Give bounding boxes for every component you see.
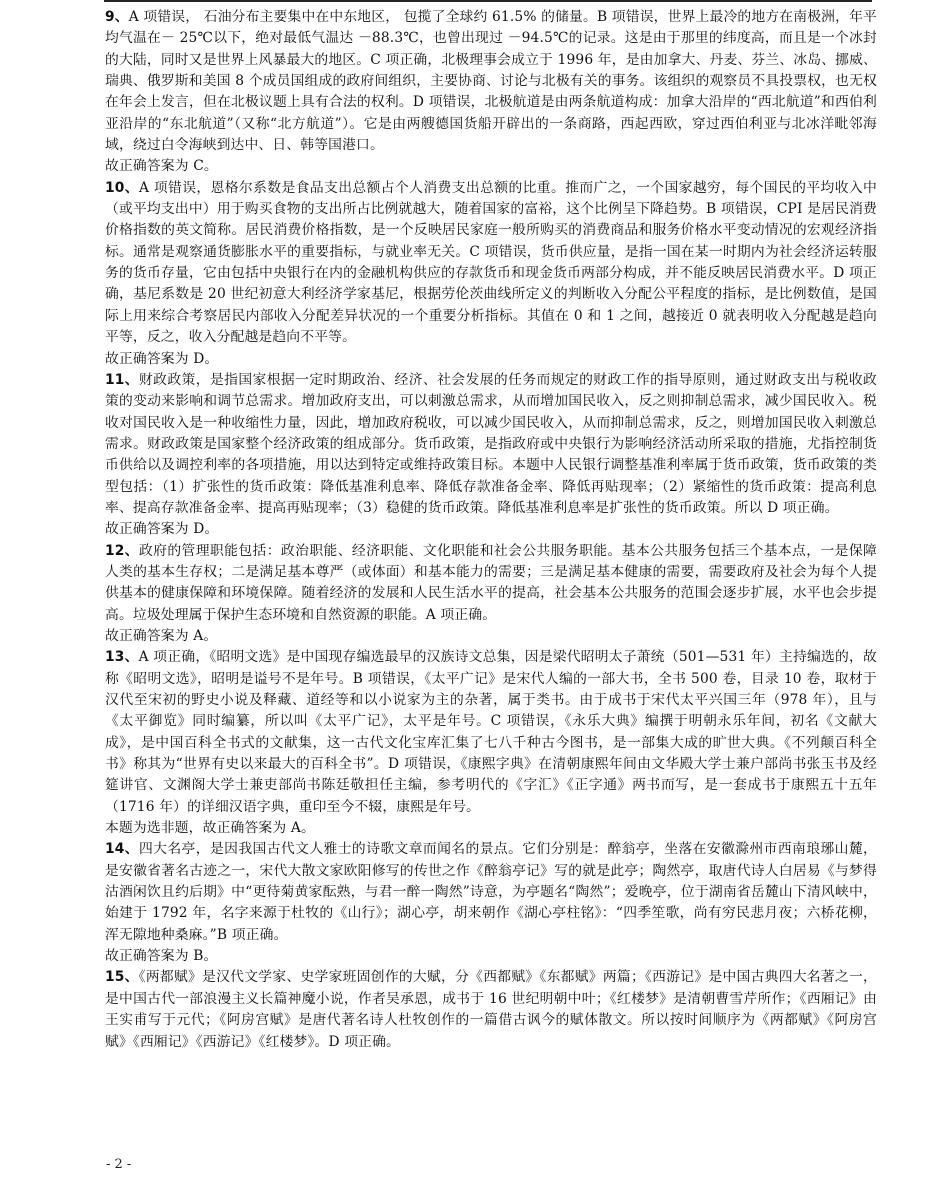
answer-explanations <box>105 7 877 1053</box>
question-number: 15、 <box>105 969 139 986</box>
question-10-answer: 故正确答案为 D。 <box>105 350 219 367</box>
question-number: 12、 <box>105 542 139 559</box>
question-13-explanation <box>105 647 877 818</box>
question-9-explanation <box>105 7 877 156</box>
question-number: 9、 <box>105 9 129 25</box>
question-11-explanation <box>105 370 877 519</box>
question-13-answer: 本题为选非题，故正确答案为 A。 <box>105 820 315 837</box>
question-14-explanation <box>105 839 877 946</box>
page-number: - 2 - <box>106 1157 132 1172</box>
question-text: A 项错误， 石油分布主要集中在中东地区， 包揽了全球约 61.5% 的储量。B 项错误，世界上最冷的地方在南极洲，年平均气温在－ 25℃以下，绝对最低气温达 －88.3℃，也曾出现过 －94.5℃的记录。这是由于那里的纬度高，而且是一个冰封的大陆，同时又是世界上风暴最大的地区。C 项正确，北极理事会成立于 1996 年，是由加拿大、丹麦、芬兰、冰岛、挪威、瑞典、俄罗斯和美国 8 个成员国组成的政府间组织，主要协商、讨论与北极有关的事务。该组织的观察员不具投票权，也无权在年会上发言，但在北极议题上具有合法的权利。D 项错误，北极航道是由两条航道构成：加拿大沿岸的“西北航道”和西伯利亚沿岸的“东北航道”（又称“北方航道”）。它是由两艘德国货船开辟出的一条商路，西起西欧，穿过西伯利亚与北冰洋毗邻海域，绕过白令海峡到达中、日、韩等国港口。 <box>105 9 877 154</box>
question-12-explanation <box>105 541 877 626</box>
question-text: 政府的管理职能包括：政治职能、经济职能、文化职能和社会公共服务职能。基本公共服务包括三个基本点，一是保障人类的基本生存权；二是满足基本尊严（或体面）和基本能力的需要；三是满足基本健康的需要，需要政府及社会为每个人提供基本的健康保障和环境保障。随着经济的发展和人民生活水平的提高，社会基本公共服务的范围会逐步扩展，水平也会步提高。垃圾处理属于保护生态环境和自然资源的职能。A 项正确。 <box>105 542 877 623</box>
question-number: 11、 <box>105 371 139 388</box>
question-text: 《两都赋》是汉代文学家、史学家班固创作的大赋，分《西都赋》《东都赋》两篇；《西游记》是中国古典四大名著之一，是中国古代一部浪漫主义长篇神魔小说，作者吴承恩，成书于 16 世纪明朝中叶；《红楼梦》是清朝曹雪芹所作；《西厢记》由王实甫写于元代；《阿房宫赋》是唐代著名诗人杜牧创作的一篇借古讽今的赋体散文。所以按时间顺序为《两都赋》《阿房宫赋》《西厢记》《西游记》《红楼梦》。D 项正确。 <box>105 969 877 1050</box>
question-text: A 项错误，恩格尔系数是食品支出总额占个人消费支出总额的比重。推而广之，一个国家越穷，每个国民的平均收入中（或平均支出中）用于购买食物的支出所占比例就越大，随着国家的富裕，这个比例呈下降趋势。B 项错误，CPI 是居民消费价格指数的英文简称。居民消费价格指数，是一个反映居民家庭一般所购买的消费商品和服务价格水平变动情况的宏观经济指标。通常是观察通货膨胀水平的重要指标，与就业率无关。C 项错误，货币供应量，是指一国在某一时期内为社会经济运转服务的货币存量，它由包括中央银行在内的金融机构供应的存款货币和现金货币两部分构成，并不能反映居民消费水平。D 项正确，基尼系数是 20 世纪初意大利经济学家基尼，根据劳伦茨曲线所定义的判断收入分配公平程度的指标，是比例数值，是国际上用来综合考察居民内部收入分配差异状况的一个重要分析指标。其值在 0 和 1 之间，越接近 0 就表明收入分配越是趋向平等，反之，收入分配越是趋向不平等。 <box>105 179 878 346</box>
question-9-answer: 故正确答案为 C。 <box>105 158 218 175</box>
question-12-answer: 故正确答案为 A。 <box>105 627 218 644</box>
question-14-answer: 故正确答案为 B。 <box>105 948 218 965</box>
question-text: 四大名亭，是因我国古代文人雅士的诗歌文章而闻名的景点。它们分别是：醉翁亭，坐落在安徽滁州市西南琅琊山麓，是安徽省著名古迹之一，宋代大散文家欧阳修写的传世之作《醉翁亭记》写的就是此亭；陶然亭，取唐代诗人白居易《与梦得沽酒闲饮且约后期》中“更待菊黄家酝熟，与君一醉一陶然”诗意，为亭题名“陶然”；爱晚亭，位于湖南省岳麓山下清风峡中，始建于 1792 年，名字来源于杜牧的《山行》；湖心亭，胡来朝作《湖心亭柱铭》：“四季笙歌，尚有穷民悲月夜；六桥花柳，浑无隙地种桑麻。”B 项正确。 <box>105 841 877 943</box>
question-11-answer: 故正确答案为 D。 <box>105 521 219 538</box>
question-text: A 项正确，《昭明文选》是中国现存编选最早的汉族诗文总集，因是梁代昭明太子萧统（501—531 年）主持编选的，故称《昭明文选》，昭明是谥号不是年号。B 项错误，《太平广记》是宋代人编的一部大书，全书 500 卷，目录 10 卷，取材于汉代至宋初的野史小说及释藏、道经等和以小说家为主的杂著，属于类书。由于成书于宋代太平兴国三年（978 年），且与《太平御览》同时编纂，所以叫《太平广记》，太平是年号。C 项错误，《永乐大典》编撰于明朝永乐年间，初名《文献大成》，是中国百科全书式的文献集，这一古代文化宝库汇集了七八千种古今图书，是一部集大成的旷世大典。《不列颠百科全书》称其为“世界有史以来最大的百科全书”。D 项错误，《康熙字典》在清朝康熙年间由文华殿大学士兼户部尚书张玉书及经筵讲官、文渊阁大学士兼吏部尚书陈廷敬担任主编，参考明代的《字汇》《正字通》两书而写，是一套成书于康熙五十五年（1716 年）的详细汉语字典，重印至今不辍，康熙是年号。 <box>105 649 877 815</box>
question-number: 14、 <box>105 841 139 858</box>
question-number: 10、 <box>105 179 139 196</box>
question-15-explanation <box>105 967 877 1052</box>
question-10-explanation <box>105 178 877 349</box>
question-text: 财政政策，是指国家根据一定时期政治、经济、社会发展的任务而规定的财政工作的指导原则，通过财政支出与税收政策的变动来影响和调节总需求。增加政府支出，可以刺激总需求，从而增加国民收入，反之则抑制总需求，减少国民收入。税收对国民收入是一种收缩性力量，因此，增加政府税收，可以减少国民收入，从而抑制总需求，反之，则增加国民收入刺激总需求。财政政策是国家整个经济政策的组成部分。货币政策，是指政府或中央银行为影响经济活动所采取的措施，尤指控制货币供给以及调控利率的各项措施，用以达到特定或维持政策目标。本题中人民银行调整基准利率属于货币政策，货币政策的类型包括：（1）扩张性的货币政策：降低基准利息率、降低存款准备金率、降低再贴现率；（2）紧缩性的货币政策：提高利息率、提高存款准备金率、提高再贴现率；（3）稳健的货币政策。降低基准利息率是扩张性的货币政策。所以 D 项正确。 <box>105 371 877 516</box>
question-number: 13、 <box>105 649 139 666</box>
top-rule <box>104 0 872 2</box>
